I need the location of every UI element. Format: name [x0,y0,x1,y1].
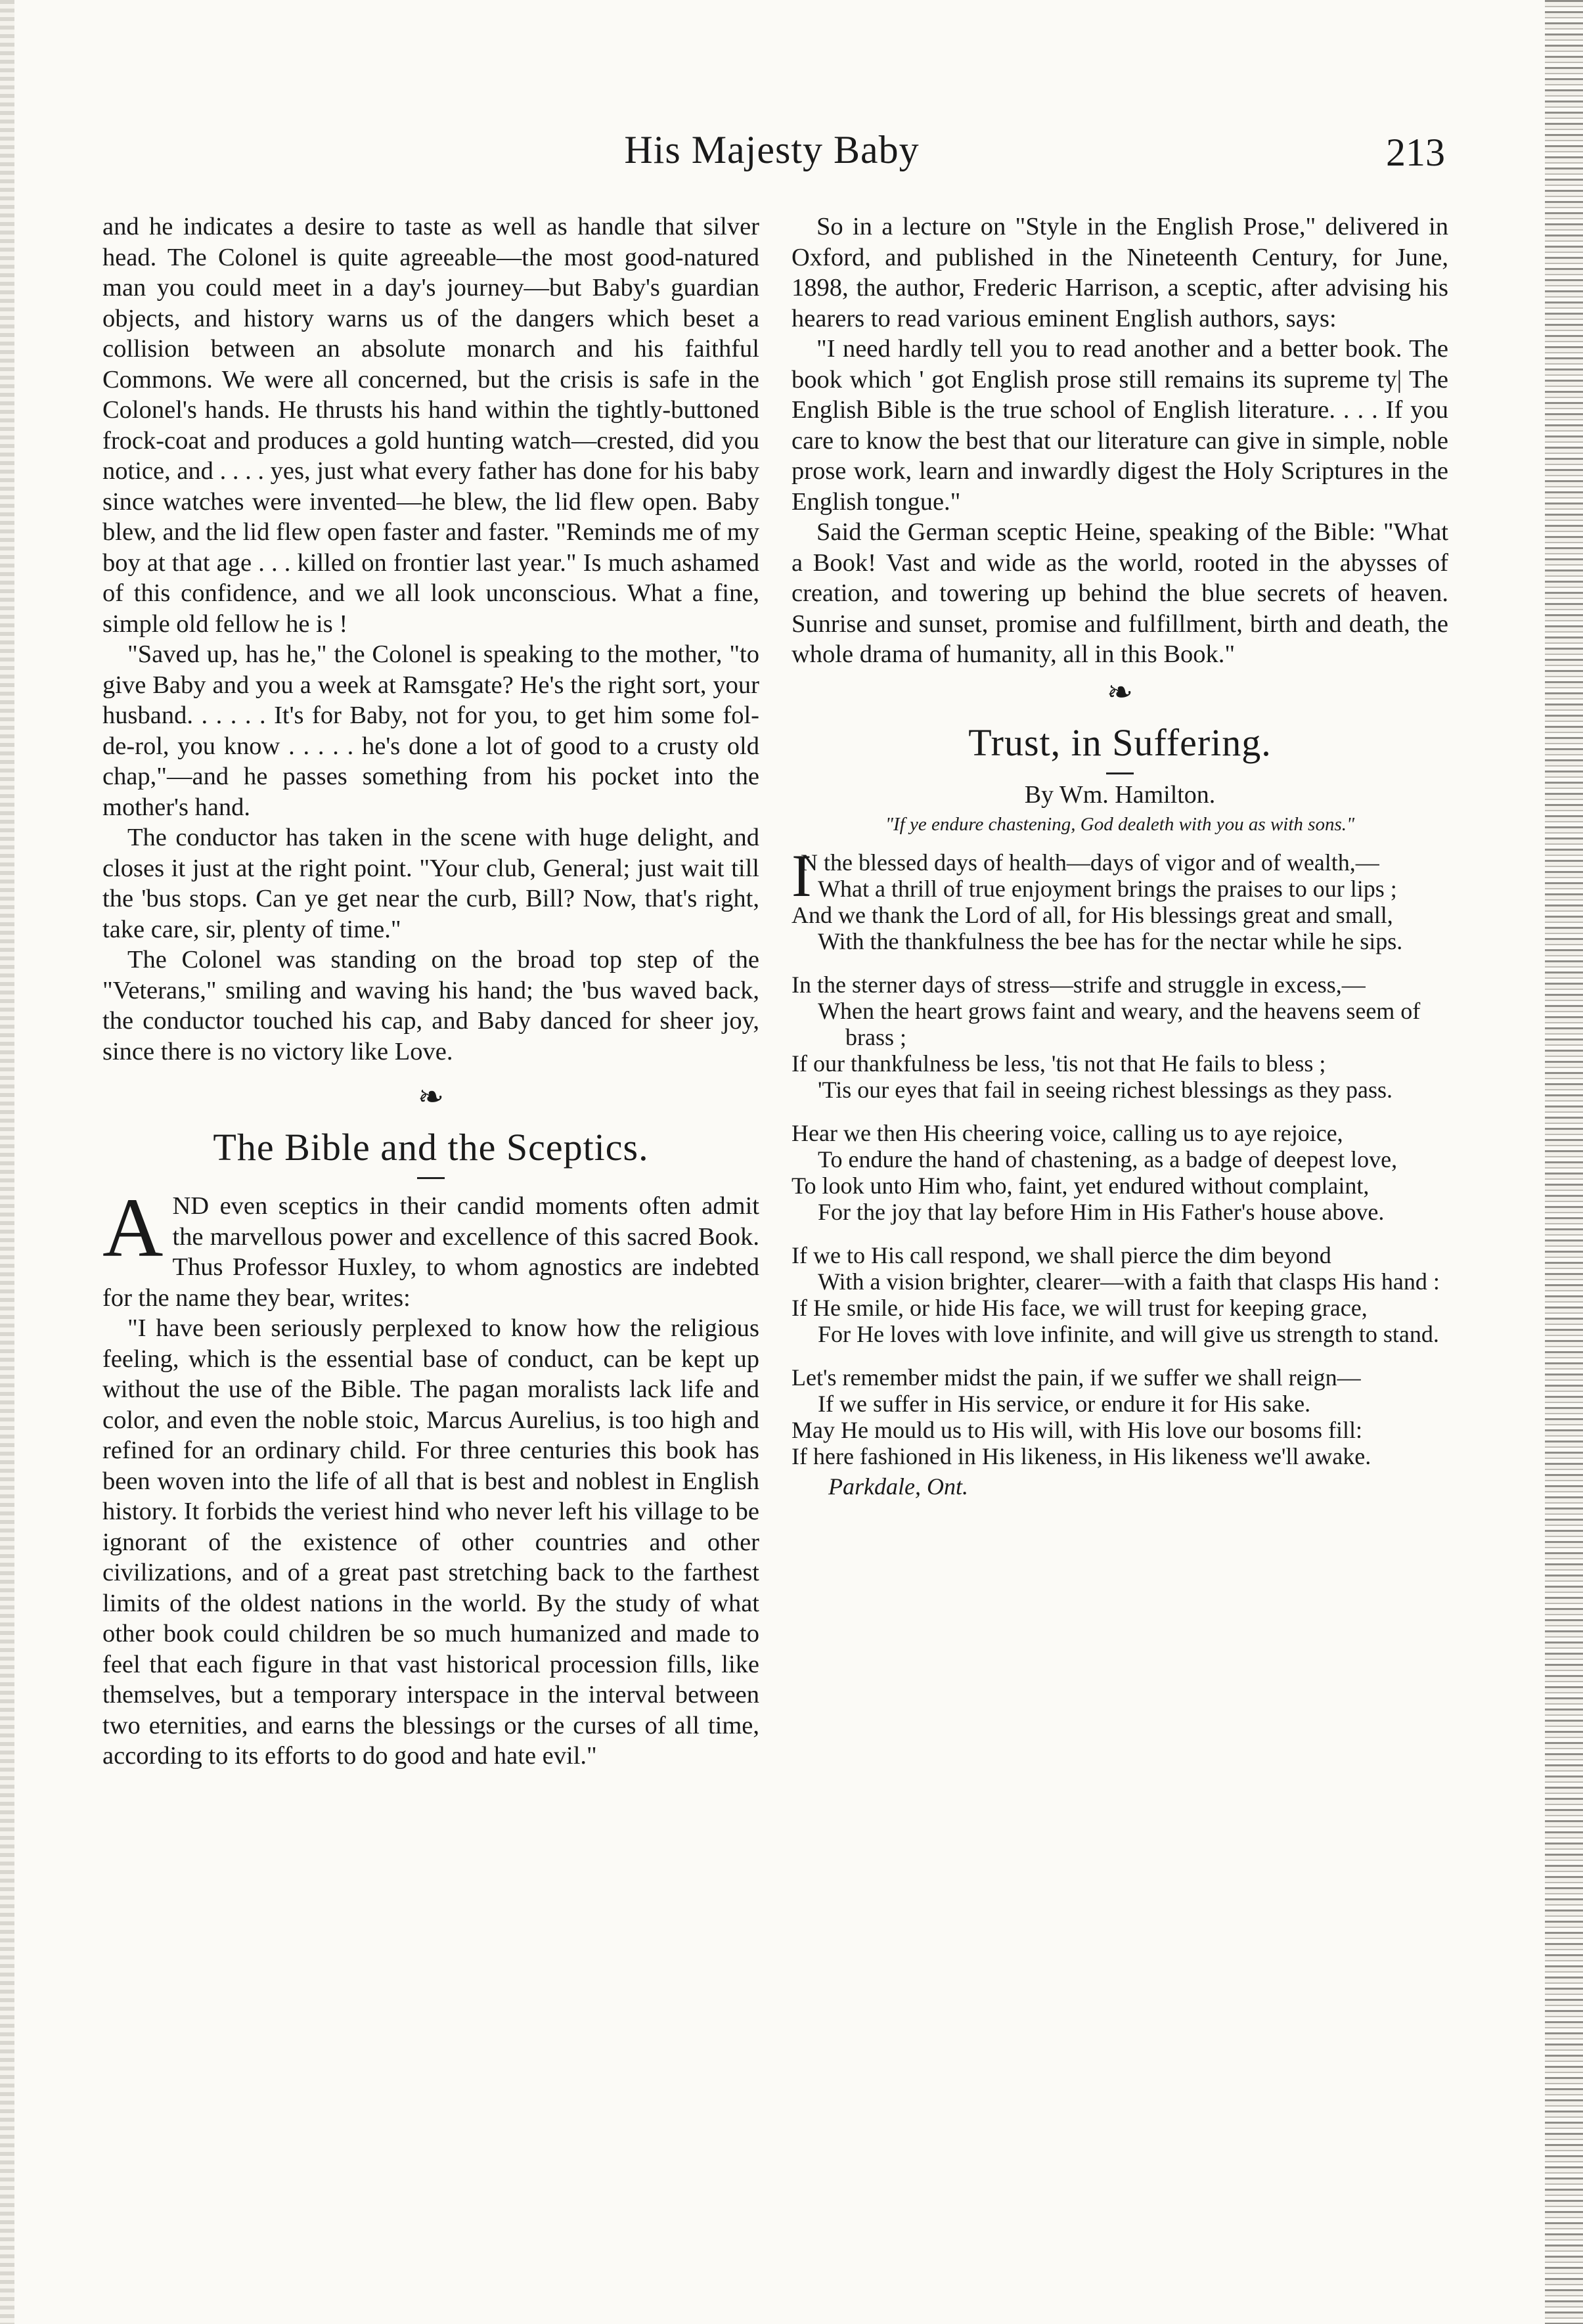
quotation: "I need hardly tell you to read another and a better book. The book which ' got English prose still remains its supreme ty| The English Bible is the true school of English literature. . . . If you care to know the best that our literature can give in simple, noble prose work, learn and inwardly digest the Holy Scriptures in the English tongue." [792,335,1448,516]
paragraph: The conductor has taken in the scene with huge delight, and closes it just at the right point. "Your club, General; just wait till the 'bus stops. Can ye get near the curb, Bill? Now, that's right, take care, sir, plenty of time." [102,824,759,943]
poem-byline: By Wm. Hamilton. [1024,780,1216,809]
poem-stanza [792,1242,1448,1347]
paragraph: and he indicates a desire to taste as well as handle that silver head. The Colonel is quite agreeable—the most good-natured man you could meet in a day's journey—but Baby's guardian objects, and history warns us of the dangers which beset a collision between an absolute monarch and his faithful Commons. We were all concerned, but the crisis is safe in the Colonel's hands. He thrusts his hand within the tightly-buttoned frock-coat and produces a gold hunting watch—crested, did you notice, and . . . . yes, just what every father has done for his baby since watches were invented—he blew, the lid flew open. Baby blew, and the lid flew open faster and faster. "Reminds me of my boy at that age . . . killed on frontier last year." Is much ashamed of this confidence, and we all look unconscious. What a fine, simple old fellow he is ! [102,213,759,638]
page-binding-edge [0,0,14,2324]
poem-line: What a thrill of true enjoyment brings the praises to our lips ; [818,875,1397,902]
poem-line: I N the blessed days of health—days of vigor and of wealth,— [792,841,1379,909]
poem-stanza [792,1364,1448,1469]
paragraph: So in a lecture on "Style in the English Prose," delivered in Oxford, and published in the Nineteenth Century, for June, 1898, the author, Frederic Harrison, a sceptic, after advising his hearers to read various eminent English authors, says: [792,213,1448,332]
ornament-icon: ❧ [1106,675,1134,710]
paragraph: "Saved up, has he," the Colonel is speaking to the mother, "to give Baby and you a week at Ramsgate? He's the right sort, your husband. . . . . . It's for Baby, not for you, to get him some fol-de-rol, you know . . . . . he's done a lot of good to a crusty old chap,"—and he passes something from his pocket into the mother's hand. [102,640,759,821]
poem-line: Hear we then His cheering voice, calling us to aye rejoice, [792,1119,1343,1146]
right-column [792,212,1448,1500]
ornament-icon: ❧ [417,1080,445,1115]
poem-line: With the thankfulness the bee has for the nectar while he sips. [818,927,1403,954]
poem-line: For He loves with love infinite, and will give us strength to stand. [818,1320,1439,1347]
section-title: The Bible and the Sceptics. [213,1126,649,1169]
page-binding-edge-right [1545,0,1583,2324]
poem-line: 'Tis our eyes that fail in seeing richest blessings as they pass. [818,1076,1393,1103]
poem-line: If we suffer in His service, or endure it for His sake. [818,1390,1311,1417]
page-header [99,127,1445,187]
poem-stanza [792,1120,1448,1225]
title-rule [1106,772,1134,774]
poem-line: Let's remember midst the pain, if we suffer we shall reign— [792,1364,1361,1391]
poem-line-text: N the blessed days of health—days of vigor and of wealth,— [801,849,1379,876]
quotation: "I have been seriously perplexed to know how the religious feeling, which is the essential base of conduct, can be kept up without the use of the Bible. The pagan moralists lack life and color, and even the noble stoic, Marcus Aurelius, is too high and refined for an ordinary child. For three centuries this book has been woven into the life of all that is best and noblest in English history. It forbids the veriest hind who never left his village to be ignorant of the existence of other countries and other civilizations, and of a great past stretching back to the farthest limits of the oldest nations in the world. By the study of what other book could children be so much humanized and made to feel that each figure in that vast historical procession fills, like themselves, but a temporary interspace in the interval between two eternities, and earns the blessings or the curses of all time, according to its efforts to do good and hate evil." [102,1314,759,1770]
poem-line: If here fashioned in His likeness, in His likeness we'll awake. [792,1442,1371,1469]
poem-line: When the heart grows faint and weary, and the heavens seem of brass ; [818,997,1421,1050]
poem-line: To look unto Him who, faint, yet endured without complaint, [792,1172,1370,1199]
poem-line: In the sterner days of stress—strife and struggle in excess,— [792,971,1366,998]
poem [792,841,1448,1500]
poem-line: To endure the hand of chastening, as a badge of deepest love, [818,1146,1398,1173]
left-column [102,212,759,1772]
poem-line: If we to His call respond, we shall pierce the dim beyond [792,1241,1331,1268]
title-rule [417,1177,445,1179]
drop-cap: A [102,1181,164,1274]
page-number: 213 [1386,131,1445,174]
poem-line: And we thank the Lord of all, for His blessings great and small, [792,901,1393,928]
poem-place: Parkdale, Ont. [828,1473,968,1500]
paragraph: Said the German sceptic Heine, speaking of the Bible: "What a Book! Vast and wide as the world, rooted in the abysses of creation, and towering up behind the blue secrets of heaven. Sunrise and sunset, promise and fulfillment, birth and death, the whole drama of humanity, all in this Book." [792,518,1448,668]
poem-title: Trust, in Suffering. [968,721,1272,764]
poem-epigraph: "If ye endure chastening, God dealeth with you as with sons." [885,813,1355,835]
poem-line: With a vision brighter, clearer—with a faith that clasps His hand : [818,1268,1440,1295]
poem-line: For the joy that lay before Him in His Father's house above. [818,1198,1385,1225]
poem-line: May He mould us to His will, with His love our bosoms fill: [792,1416,1362,1443]
section-lead-text: ND even sceptics in their candid moments often admit the marvellous power and excellence of this sacred Book. Thus Professor Huxley, to whom agnostics are indebted for the name they bear, writes: [102,1192,759,1312]
poem-stanza [792,841,1448,954]
poem-line: If He smile, or hide His face, we will trust for keeping grace, [792,1294,1368,1321]
poem-stanza [792,972,1448,1103]
paragraph: The Colonel was standing on the broad top step of the "Veterans," smiling and waving his hand; the 'bus waved back, the conductor touched his cap, and Baby danced for sheer joy, since there is no victory like Love. [102,946,759,1065]
poem-line: If our thankfulness be less, 'tis not that He fails to bless ; [792,1050,1326,1077]
section-lead [102,1181,759,1313]
running-title: His Majesty Baby [624,128,920,171]
